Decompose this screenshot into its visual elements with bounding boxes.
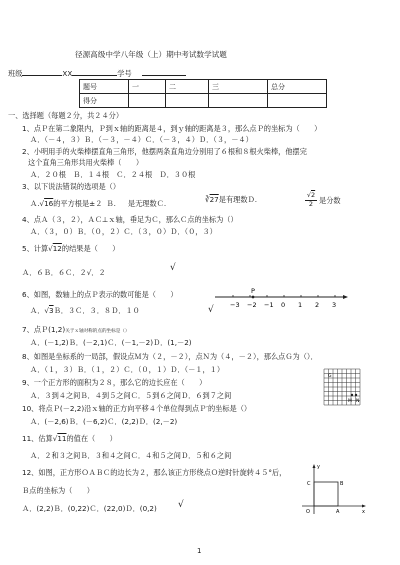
label-y: y bbox=[317, 464, 320, 470]
question-5-options: Ａ．６Ｂ．６Ｃ．２√．２ √ bbox=[22, 263, 176, 277]
number-label: 学号 bbox=[117, 69, 132, 78]
score-row-label: 得分 bbox=[80, 94, 129, 108]
grid-label-m: M bbox=[348, 399, 352, 404]
number-line-tick-label: 3 bbox=[332, 301, 337, 309]
class-value: XX bbox=[62, 69, 73, 78]
cube-root-icon: ∛ bbox=[205, 195, 210, 204]
question-8-options: Ａ．（１，３）Ｂ．（１，２）Ｃ．（０，１）Ｄ．（－１，１） bbox=[30, 365, 225, 374]
question-1-options: Ａ．（－４，３）Ｂ．（－３，－４）Ｃ．（－３，４）Ｄ．（３，－４） bbox=[30, 135, 253, 144]
score-table bbox=[79, 79, 327, 108]
number-line-tick-label: 1 bbox=[298, 301, 303, 309]
label-c: C bbox=[307, 481, 311, 487]
stray-sqrt-icon-3: √ bbox=[178, 500, 184, 510]
section1-heading: 一、选择题（每题２分，共２４分） bbox=[8, 111, 124, 120]
number-line-point-label: P bbox=[251, 287, 255, 295]
question-12-options: Ａ．(2,2)Ｂ．(0,22)Ｃ．(22,0)Ｄ．(0,2) bbox=[22, 504, 157, 513]
number-line-figure bbox=[215, 287, 350, 315]
question-3: 3、以下说法错误的选项是（） bbox=[22, 182, 121, 191]
sqrt-icon: √ bbox=[86, 268, 92, 277]
sqrt-icon: √ bbox=[39, 199, 45, 208]
question-11-options: Ａ．２和３之间Ｂ．３和４之间Ｃ．４和５之间Ｄ．５和６之间 bbox=[30, 451, 232, 460]
radicand: 27 bbox=[209, 195, 219, 204]
question-6: 6、如图，数轴上的点Ｐ表示的数可能是（ ） bbox=[22, 290, 178, 299]
question-8: 8、如图是坐标系的一局部，假设点Ｍ为（２，－２），点Ｎ为（４，－２），那么点Ｇ为（）． bbox=[22, 352, 318, 361]
sqrt-icon: √ bbox=[306, 191, 311, 199]
label-x: x bbox=[362, 509, 365, 515]
grid-label-g: G bbox=[328, 374, 332, 379]
score-cell: 三 bbox=[209, 80, 268, 94]
sqrt-icon: √ bbox=[48, 244, 53, 253]
class-blank-2 bbox=[72, 68, 117, 76]
grid-figure bbox=[322, 367, 364, 411]
label-o: O bbox=[306, 509, 310, 515]
exam-title: 径源高级中学八年级（上）期中考试数学试题 bbox=[75, 50, 227, 59]
y-axis-arrow-icon bbox=[313, 464, 316, 468]
question-3-options: Ａ.√16的平方根是±２ Ｂ. 是无理数Ｃ. ∛27是有理数Ｄ. √2 2 是分数 bbox=[30, 191, 341, 208]
question-7-options: Ａ．(－1,2)Ｂ．(－2,1)Ｃ．(－1,－2)Ｄ．(1,－2) bbox=[30, 338, 192, 347]
number-line-tick-label: 2 bbox=[315, 301, 320, 309]
class-blank bbox=[22, 68, 62, 76]
q3-option-d: √2 2 是分数 bbox=[306, 191, 341, 208]
grid-point bbox=[355, 394, 357, 396]
score-cell: 题号 bbox=[80, 80, 129, 94]
radicand: 12 bbox=[52, 244, 62, 253]
question-12: 12、如图，正方形ＯＡＢＣ的边长为２，那么该正方形绕点Ｏ逆时针旋转４５°后， bbox=[22, 468, 287, 477]
number-line-point bbox=[252, 296, 255, 299]
question-10: 10、将点Ｐ(－2,2)沿ｘ轴的正方向平移４个单位得到点Ｐ′的坐标是（） bbox=[22, 404, 252, 413]
question-9-options: Ａ．３到４之间Ｂ．４到５之间Ｃ．５到６之间Ｄ．６到７之间 bbox=[30, 391, 232, 400]
number-line-tick-label: −1 bbox=[264, 301, 274, 309]
question-5: 5、计算√12的结果是（ ） bbox=[22, 244, 120, 253]
score-cell: 一 bbox=[129, 80, 166, 94]
radicand: 11 bbox=[57, 434, 67, 443]
question-2-cont: 这个直角三角形共用火柴棒（ ） bbox=[28, 158, 144, 167]
sqrt-icon: √ bbox=[44, 306, 49, 315]
score-cell-empty bbox=[129, 94, 166, 108]
number-line-arrow-icon bbox=[343, 295, 348, 299]
stray-sqrt-icon: √ bbox=[170, 263, 176, 273]
fraction: √2 2 bbox=[306, 191, 316, 208]
question-2: 2、小明用手的火柴棒摆直角三角形，他摆两条直角边分别用了６根和８根火柴棒，他摆完 bbox=[22, 147, 307, 156]
question-4-options: Ａ．（３，０）Ｂ．（０，２）Ｃ．（３，０）Ｄ．（０，３） bbox=[30, 227, 217, 236]
score-table-score-row bbox=[80, 94, 327, 108]
number-line-tick-label: −3 bbox=[230, 301, 240, 309]
question-11: 11、估算√11的值在（ ） bbox=[22, 434, 117, 443]
score-cell-empty bbox=[209, 94, 268, 108]
sqrt-icon: √ bbox=[52, 434, 58, 443]
score-cell: 总分 bbox=[268, 80, 327, 94]
question-1: 1、点Ｐ在第二象限内，Ｐ到ｘ轴的距离是４，到ｙ轴的距离是３，那么点Ｐ的坐标为（ ） bbox=[22, 124, 322, 133]
grid-label-n: N bbox=[356, 399, 360, 404]
question-4: 4、点Ａ（３，２），ＡＣ⊥ｘ轴，垂足为Ｃ，那么Ｃ点的坐标为（） bbox=[22, 215, 238, 224]
number-blank bbox=[142, 68, 186, 76]
square-oabc bbox=[314, 482, 338, 506]
page-number: 1 bbox=[197, 547, 202, 555]
grid-point bbox=[351, 394, 353, 396]
radicand: 16 bbox=[44, 199, 54, 208]
label-b: B bbox=[340, 481, 344, 487]
radicand: 3 bbox=[48, 306, 54, 315]
x-axis-arrow-icon bbox=[362, 505, 366, 508]
question-7: 7、点Ｐ(1,2)关于ｘ轴对称的点的坐标是（） bbox=[22, 325, 130, 334]
question-9: 9、一个正方形的面积为２８，那么它的边长应在（ ） bbox=[22, 378, 207, 387]
score-cell: 二 bbox=[166, 80, 209, 94]
number-line-tick-label: −2 bbox=[247, 301, 257, 309]
score-table-header-row bbox=[80, 80, 327, 94]
question-12-cont: Ｂ点的坐标为（ ） bbox=[22, 486, 94, 495]
question-6-options: Ａ．√3Ｂ．３Ｃ．３．８Ｄ．１０ bbox=[30, 306, 140, 315]
question-7-small: 关于ｘ轴对称的点的坐标是（） bbox=[65, 329, 130, 334]
score-cell-empty bbox=[166, 94, 209, 108]
class-label: 班级 bbox=[8, 69, 23, 78]
question-10-options: Ａ．(－2,6)Ｂ．(－6,2)Ｃ．(2,2)Ｄ．(2,－2) bbox=[30, 417, 178, 426]
number-line-tick-label: 0 bbox=[281, 301, 286, 309]
label-a: A bbox=[336, 509, 340, 515]
score-cell-empty bbox=[268, 94, 327, 108]
q3-option-c: ∛27是有理数Ｄ. bbox=[205, 195, 257, 204]
question-2-options: Ａ．２０根 Ｂ．１４根 Ｃ．２４根 Ｄ．３０根 bbox=[30, 170, 196, 179]
square-figure bbox=[298, 462, 370, 518]
stray-sqrt-icon-2: √ bbox=[208, 305, 214, 315]
class-line bbox=[8, 68, 186, 78]
